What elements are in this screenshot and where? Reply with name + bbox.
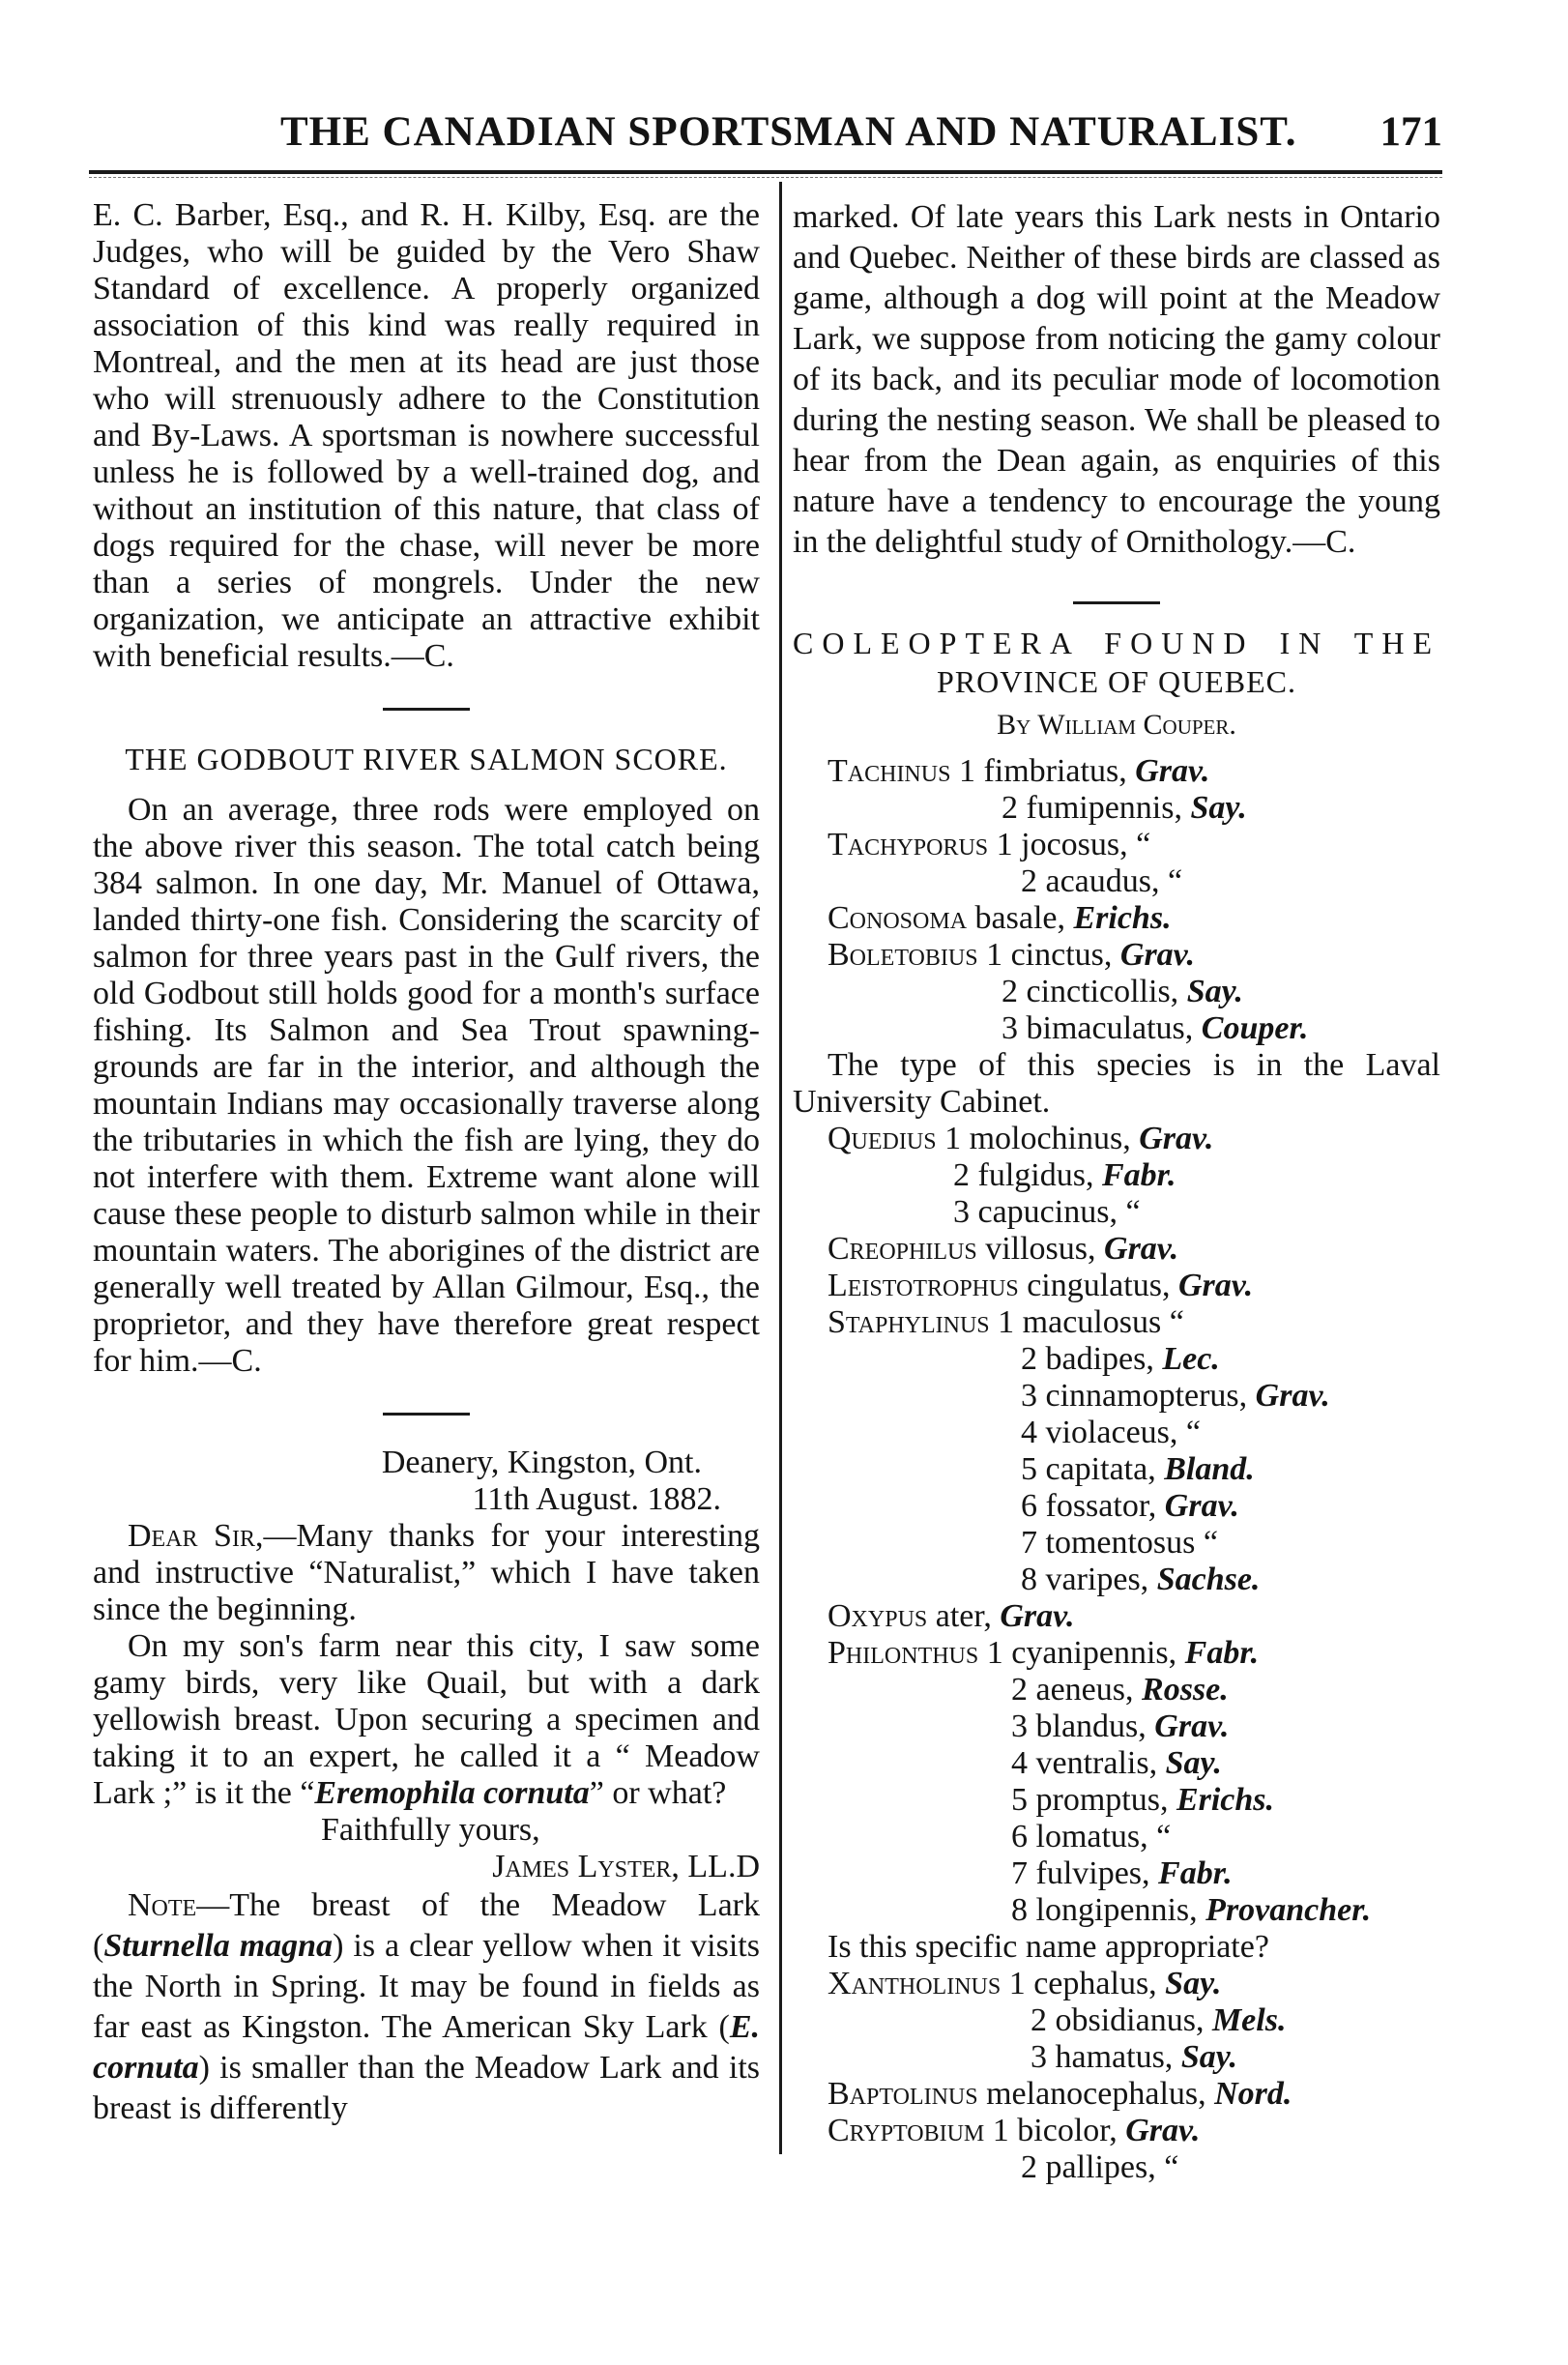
- species-entry: [828, 1010, 1440, 1047]
- species-name: 1 cinctus,: [977, 937, 1120, 973]
- species-authority: Nord.: [1214, 2076, 1292, 2112]
- godbout-heading: THE GODBOUT RIVER SALMON SCORE.: [125, 742, 728, 776]
- species-entry: [828, 1966, 1440, 2002]
- species-authority: Lec.: [1162, 1341, 1220, 1377]
- species-authority: Fabr.: [1101, 1157, 1176, 1193]
- note-label: Note: [128, 1887, 197, 1923]
- species-authority: Say.: [1165, 1745, 1222, 1781]
- species-authority: Grav.: [1119, 937, 1196, 973]
- species-entry: [828, 1121, 1440, 1157]
- species-name: 2 fumipennis,: [1002, 790, 1191, 826]
- header-rule-dashed: [89, 177, 1442, 178]
- section-rule-2: [383, 1413, 470, 1416]
- section-rule: [383, 708, 470, 711]
- species-name: 8 varipes,: [1021, 1562, 1157, 1597]
- species-authority: Fabr.: [1158, 1855, 1233, 1891]
- species-authority: Grav.: [1154, 1708, 1230, 1744]
- species-name: 8 longipennis,: [1011, 1892, 1206, 1928]
- species-name: 3 cinnamopterus,: [1021, 1378, 1256, 1414]
- genus-name: Philonthus: [828, 1635, 979, 1671]
- species-name: 2 badipes,: [1021, 1341, 1163, 1377]
- species-authority: Couper.: [1201, 1010, 1309, 1046]
- species-name: 2 acaudus, “: [1021, 863, 1183, 899]
- species-authority: Grav.: [1139, 1121, 1214, 1156]
- species-name: 2 aeneus,: [1011, 1672, 1143, 1708]
- species-authority: Fabr.: [1184, 1635, 1260, 1671]
- species-entry: [828, 1415, 1440, 1451]
- note-paragraph: [93, 1885, 760, 2129]
- species-entry: [828, 1819, 1440, 1855]
- page-header: [89, 104, 1442, 162]
- species-entry: [828, 827, 1440, 863]
- species-entry: [828, 937, 1440, 974]
- species-list: [793, 753, 1440, 1047]
- letter-body-1-text: —Many thanks for your interesting and instructive “Naturalist,” which I have taken since the beginning.: [93, 1518, 761, 1627]
- species-name: 4 ventralis,: [1011, 1745, 1166, 1781]
- genus-name: Tachinus: [828, 753, 951, 789]
- species-authority: Grav.: [1177, 1268, 1254, 1303]
- species-entry: [828, 1341, 1440, 1378]
- question-note: Is this specific name appropriate?: [828, 1929, 1269, 1965]
- species-entry: [828, 1745, 1440, 1782]
- column-divider: [779, 182, 782, 2154]
- species-name: 4 violaceus, “: [1021, 1415, 1201, 1450]
- species-name: 5 promptus,: [1011, 1782, 1176, 1818]
- species-authority: Grav.: [1125, 2113, 1201, 2148]
- genus-name: Leistotrophus: [828, 1268, 1019, 1303]
- genus-name: Oxypus: [828, 1598, 928, 1634]
- species-name: basale,: [967, 900, 1074, 936]
- species-entry: [828, 1268, 1440, 1304]
- species-authority: Say.: [1190, 790, 1247, 826]
- species-authority: Rosse.: [1142, 1672, 1229, 1708]
- genus-name: Boletobius: [828, 937, 978, 973]
- species-name: 1 maculosus “: [989, 1304, 1184, 1340]
- note-c: ) is smaller than the Meadow Lark and its breast is differently: [93, 2050, 760, 2126]
- left-column: [93, 197, 760, 2129]
- species-entry: [828, 1782, 1440, 1819]
- species-name: 6 fossator,: [1021, 1488, 1165, 1524]
- species-authority: Bland.: [1164, 1451, 1255, 1487]
- species-entry: [828, 974, 1440, 1010]
- species-entry: [828, 863, 1440, 900]
- species-list-3: [793, 1966, 1440, 2186]
- species-name: melanocephalus,: [977, 2076, 1215, 2112]
- species-entry: [828, 2149, 1440, 2186]
- note-a: —The breast of the Meadow Lark (: [93, 1887, 760, 1964]
- species-name: villosus,: [976, 1231, 1105, 1267]
- species-entry: [828, 2113, 1440, 2149]
- species-authority: Erichs.: [1073, 900, 1172, 936]
- species-name: 3 hamatus,: [1031, 2039, 1181, 2075]
- species-entry: [828, 900, 1440, 937]
- note-b: ) is a clear yellow when it visits the North in Spring. It may be found in fields as far east as Kingston. The American Sky Lark (: [93, 1928, 760, 2045]
- byline: By William Couper.: [997, 709, 1236, 741]
- note-italic-1: Sturnella magna: [103, 1928, 334, 1964]
- species-entry: [828, 1378, 1440, 1415]
- species-name: 1 bicolor,: [984, 2113, 1126, 2148]
- species-name: 7 fulvipes,: [1011, 1855, 1159, 1891]
- species-name: 1 molochinus,: [936, 1121, 1140, 1156]
- species-entry: [828, 1451, 1440, 1488]
- species-name: 5 capitata,: [1021, 1451, 1165, 1487]
- species-entry: [828, 1672, 1440, 1708]
- species-name: 2 pallipes, “: [1021, 2149, 1179, 2185]
- species-authority: Say.: [1165, 1966, 1222, 2001]
- species-name: 3 capucinus, “: [953, 1194, 1141, 1230]
- genus-name: Baptolinus: [828, 2076, 978, 2112]
- species-name: 2 obsidianus,: [1031, 2002, 1212, 2038]
- letter-salutation: Dear Sir,: [128, 1518, 264, 1554]
- species-authority: Say.: [1180, 2039, 1238, 2075]
- meadowlark-paragraph: marked. Of late years this Lark nests in Ontario and Quebec. Neither of these birds are classed as game, although a dog will point at the Meadow Lark, we suppose from noticing the gamy colour of its back, and its peculiar mode of locomotion during the nesting season. We shall be pleased to hear from the Dean again, as enquiries of this nature have a tendency to encourage the young in the delightful study of Ornithology.—C.: [793, 199, 1440, 560]
- letter-date: 11th August. 1882.: [472, 1481, 721, 1517]
- section-rule-3: [1073, 601, 1160, 604]
- species-authority: Grav.: [1255, 1378, 1330, 1414]
- right-column: [793, 197, 1440, 2186]
- species-authority: Say.: [1186, 974, 1243, 1009]
- species-name: 2 cincticollis,: [1002, 974, 1187, 1009]
- species-entry: [828, 1708, 1440, 1745]
- species-entry: [828, 1304, 1440, 1341]
- letter-body-1: [93, 1518, 760, 1628]
- species-list-2: [793, 1121, 1440, 1929]
- species-entry: [828, 1892, 1440, 1929]
- letter-signature: James Lyster, LL.D: [492, 1849, 760, 1884]
- species-entry: [828, 1855, 1440, 1892]
- species-entry: [828, 1157, 1440, 1194]
- species-name: ater,: [927, 1598, 1001, 1634]
- letter-species-name: Eremophila cornuta: [314, 1775, 590, 1811]
- genus-name: Creophilus: [828, 1231, 977, 1267]
- species-authority: Erichs.: [1176, 1782, 1275, 1818]
- kennel-paragraph: E. C. Barber, Esq., and R. H. Kilby, Esq. are the Judges, who will be guided by the Vero Shaw Standard of excellence. A properly organized association of this kind was really required in Montreal, and the men at its head are just those who will strenuously adhere to the Constitution and By-Laws. A sportsman is nowhere successful unless he is followed by a well-trained dog, and without an institution of this nature, that class of dogs required for the chase, will never be more than a series of mongrels. Under the new organization, we anticipate an attractive exhibit with beneficial results.—C.: [93, 197, 760, 674]
- species-entry: [828, 1562, 1440, 1598]
- species-entry: [828, 1635, 1440, 1672]
- species-entry: [828, 2076, 1440, 2113]
- running-title: THE CANADIAN SPORTSMAN AND NATURALIST.: [280, 109, 1297, 155]
- coleoptera-subheading: PROVINCE OF QUEBEC.: [937, 664, 1296, 699]
- species-entry: [828, 1488, 1440, 1525]
- species-name: 1 cyanipennis,: [978, 1635, 1185, 1671]
- species-name: 6 lomatus, “: [1011, 1819, 1172, 1854]
- page-number: 171: [1379, 109, 1442, 155]
- species-authority: Grav.: [1104, 1231, 1179, 1267]
- species-name: 1 cephalus,: [1001, 1966, 1166, 2001]
- species-authority: Provancher.: [1205, 1892, 1372, 1928]
- species-authority: Sachse.: [1156, 1562, 1261, 1597]
- species-authority: Grav.: [1135, 753, 1210, 789]
- species-name: 2 fulgidus,: [953, 1157, 1102, 1193]
- species-entry: [828, 2039, 1440, 2076]
- letter-place: Deanery, Kingston, Ont.: [381, 1445, 702, 1480]
- note-italic-2: E. cornuta: [93, 2009, 760, 2086]
- species-entry: [828, 790, 1440, 827]
- header-rule: [89, 170, 1442, 174]
- genus-name: Tachyporus: [828, 827, 989, 862]
- species-entry: [828, 1525, 1440, 1562]
- species-authority: Grav.: [1164, 1488, 1239, 1524]
- species-name: 3 bimaculatus,: [1002, 1010, 1202, 1046]
- genus-name: Cryptobium: [828, 2113, 985, 2148]
- genus-name: Staphylinus: [828, 1304, 990, 1340]
- species-name: 1 jocosus, “: [988, 827, 1151, 862]
- species-entry: [828, 1598, 1440, 1635]
- species-name: 1 fimbriatus,: [950, 753, 1136, 789]
- genus-name: Conosoma: [828, 900, 968, 936]
- species-name: cingulatus,: [1018, 1268, 1178, 1303]
- letter-body-2: [93, 1628, 760, 1812]
- species-entry: [828, 753, 1440, 790]
- species-name: 3 blandus,: [1011, 1708, 1155, 1744]
- species-entry: [828, 2002, 1440, 2039]
- species-authority: Mels.: [1211, 2002, 1287, 2038]
- species-entry: [828, 1194, 1440, 1231]
- genus-name: Quedius: [828, 1121, 937, 1156]
- species-entry: [828, 1231, 1440, 1268]
- species-name: 7 tomentosus “: [1021, 1525, 1218, 1561]
- godbout-paragraph: On an average, three rods were employed on the above river this season. The total catch being 384 salmon. In one day, Mr. Manuel of Ottawa, landed thirty-one fish. Considering the scarcity of salmon for three years past in the Gulf rivers, the old Godbout still holds good for a month's surface fishing. Its Salmon and Sea Trout spawning-grounds are far in the interior, and although the mountain Indians may occasionally traverse along the tributaries in which the fish are lying, they do not interfere with them. Extreme want alone will cause these people to disturb salmon while in their mountain waters. The aborigines of the district are generally well treated by Allan Gilmour, Esq., the proprietor, and they have therefore great respect for him.—C.: [93, 792, 760, 1379]
- genus-name: Xantholinus: [828, 1966, 1002, 2001]
- letter-closing: Faithfully yours,: [321, 1812, 540, 1848]
- coleoptera-heading: COLEOPTERA FOUND IN THE: [793, 626, 1440, 660]
- species-authority: Grav.: [1000, 1598, 1075, 1634]
- letter-body-2b: ” or what?: [589, 1775, 727, 1811]
- letter-body-2a: On my son's farm near this city, I saw some gamy birds, very like Quail, but with a dark yellowish breast. Upon securing a specimen and taking it to an expert, he called it a “ Meadow Lark ;” is it the “: [93, 1628, 760, 1811]
- type-note: The type of this species is in the Laval University Cabinet.: [793, 1047, 1440, 1120]
